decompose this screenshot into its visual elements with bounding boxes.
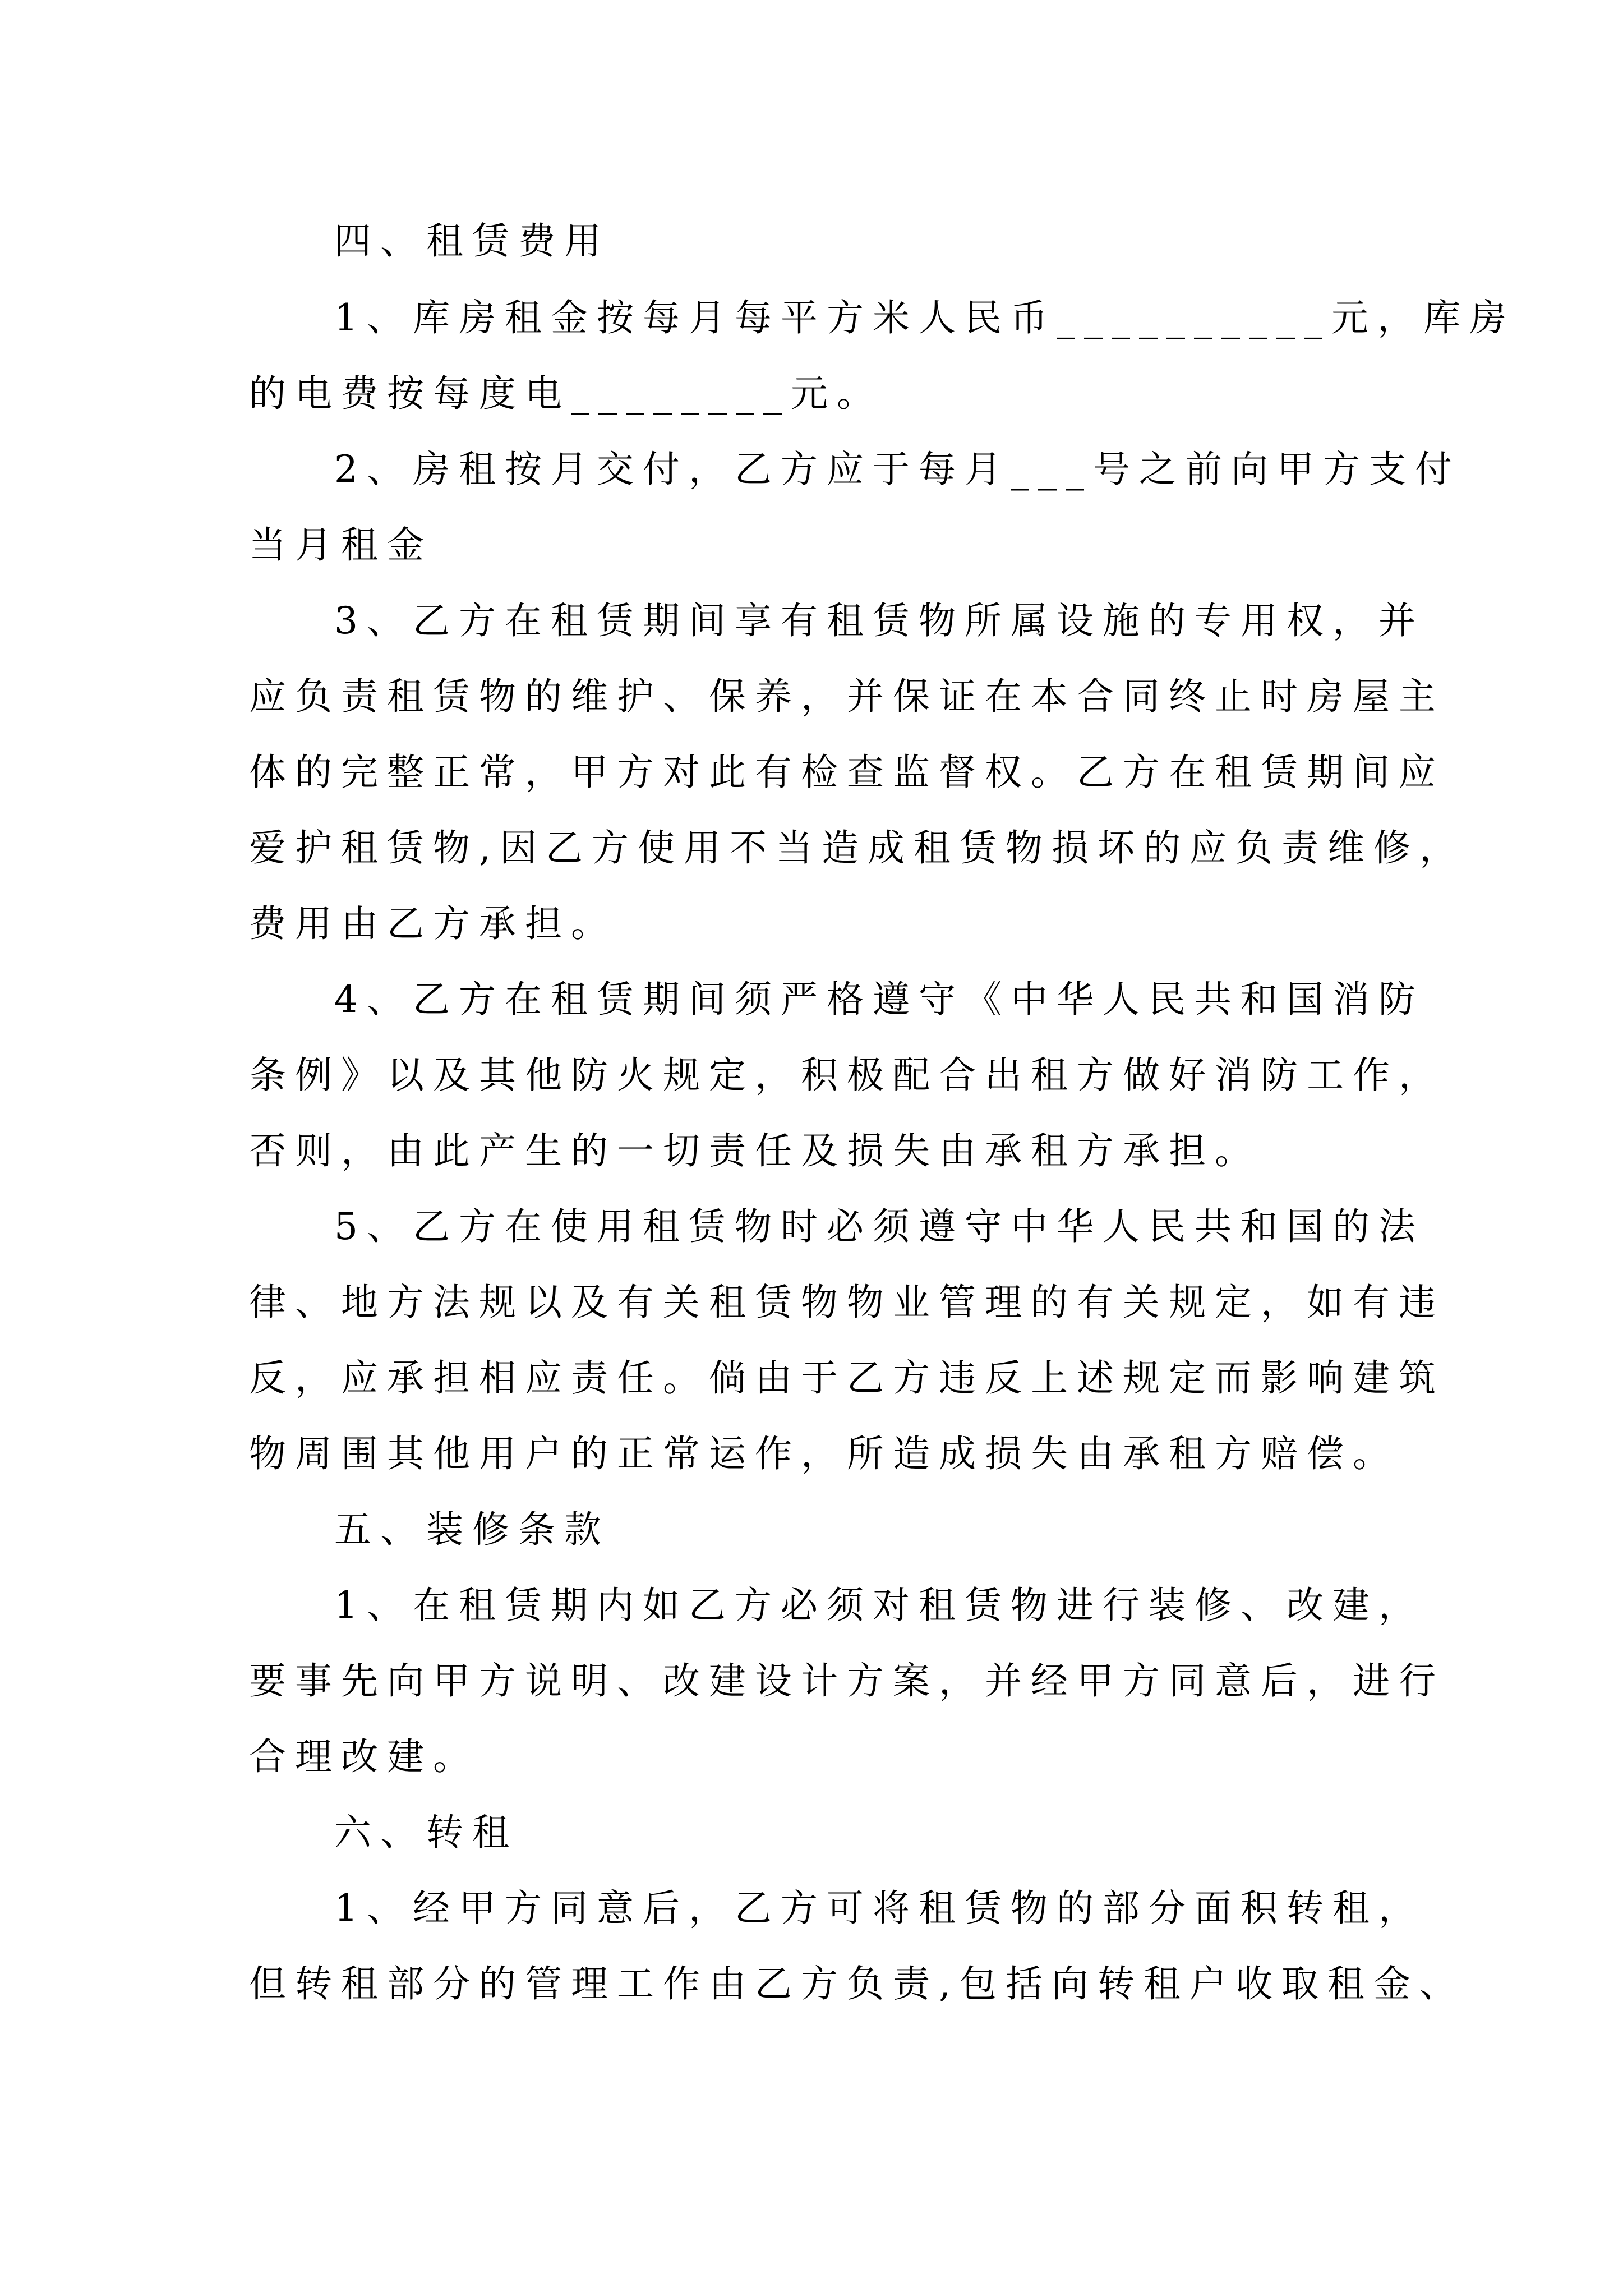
- paragraph-line: 的电费按每度电________元。: [249, 372, 883, 415]
- paragraph-line: 4、乙方在租赁期间须严格遵守《中华人民共和国消防: [334, 978, 1424, 1021]
- paragraph-line: 但转租部分的管理工作由乙方负责,包括向转租户收取租金、: [249, 1962, 1465, 2005]
- paragraph-line: 应负责租赁物的维护、保养，并保证在本合同终止时房屋主: [249, 675, 1445, 718]
- section-heading-lease-fees: 四、租赁费用: [334, 219, 610, 263]
- paragraph-line: 当月租金: [249, 523, 433, 567]
- paragraph-line: 体的完整正常，甲方对此有检查监督权。乙方在租赁期间应: [249, 751, 1445, 794]
- paragraph-line: 合理改建。: [249, 1735, 479, 1778]
- paragraph-line: 反，应承担相应责任。倘由于乙方违反上述规定而影响建筑: [249, 1356, 1445, 1400]
- paragraph-line: 否则，由此产生的一切责任及损失由承租方承担。: [249, 1129, 1261, 1172]
- paragraph-line: 要事先向甲方说明、改建设计方案，并经甲方同意后，进行: [249, 1659, 1445, 1703]
- paragraph-line: 条例》以及其他防火规定，积极配合出租方做好消防工作，: [249, 1053, 1445, 1097]
- paragraph-line: 1、经甲方同意后，乙方可将租赁物的部分面积转租，: [334, 1887, 1424, 1930]
- paragraph-line: 费用由乙方承担。: [249, 902, 617, 945]
- paragraph-line: 爱护租赁物,因乙方使用不当造成租赁物损坏的应负责维修，: [249, 826, 1465, 869]
- paragraph-line: 1、库房租金按每月每平方米人民币__________元，库房: [334, 296, 1515, 339]
- paragraph-line: 2、房租按月交付，乙方应于每月___号之前向甲方支付: [334, 448, 1461, 491]
- paragraph-line: 1、在租赁期内如乙方必须对租赁物进行装修、改建，: [334, 1584, 1424, 1627]
- paragraph-line: 5、乙方在使用租赁物时必须遵守中华人民共和国的法: [334, 1205, 1424, 1248]
- paragraph-line: 律、地方法规以及有关租赁物物业管理的有关规定，如有违: [249, 1281, 1445, 1324]
- section-heading-renovation: 五、装修条款: [334, 1508, 610, 1551]
- section-heading-sublease: 六、转租: [334, 1811, 518, 1854]
- paragraph-line: 物周围其他用户的正常运作，所造成损失由承租方赔偿。: [249, 1432, 1399, 1475]
- paragraph-line: 3、乙方在租赁期间享有租赁物所属设施的专用权，并: [334, 599, 1424, 642]
